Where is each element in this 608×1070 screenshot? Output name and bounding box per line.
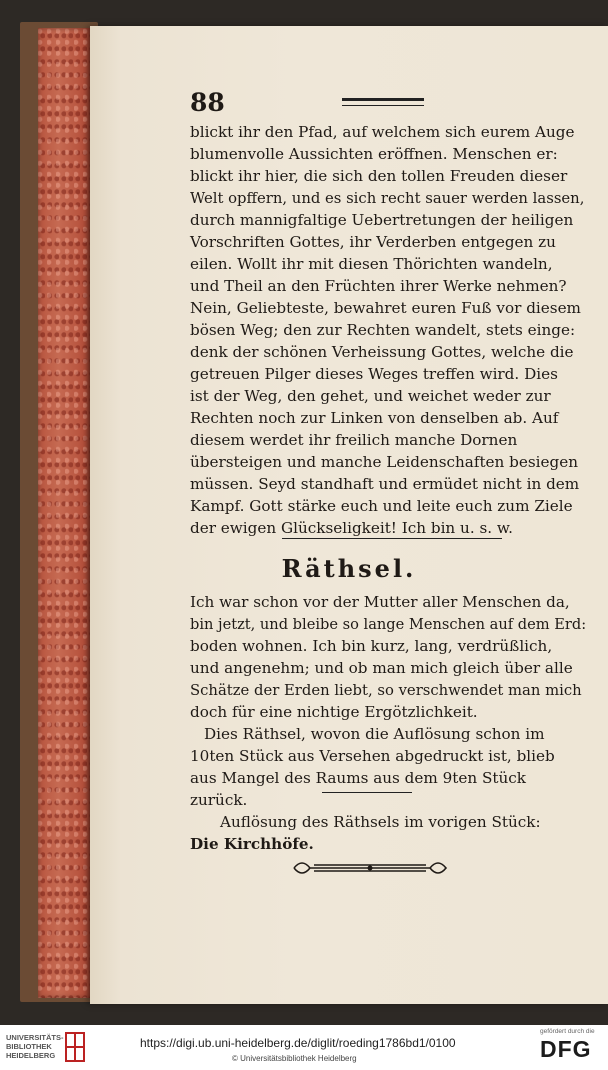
text-line: bösen Weg; den zur Rechten wandelt, stets einge:: [190, 321, 576, 339]
text-line: Rechten noch zur Linken von denselben ab. Auf: [190, 409, 559, 427]
library-logo[interactable]: [6, 1033, 64, 1060]
section-heading: Räthsel.: [281, 554, 417, 583]
text-line: ist der Weg, den gehet, und weichet weder zur: [190, 387, 551, 405]
logo-line: HEIDELBERG: [6, 1051, 56, 1060]
text-line: Nein, Geliebteste, bewahret euren Fuß vor diesem: [190, 299, 581, 317]
section-rule: [282, 538, 502, 539]
logo-line: BIBLIOTHEK: [6, 1042, 52, 1051]
text-line: doch für eine nichtige Ergötzlichkeit.: [190, 703, 478, 721]
solution-line: Auflösung des Räthsels im vorigen Stück:: [220, 813, 541, 831]
text-line: bin jetzt, und bleibe so lange Menschen auf dem Erd:: [190, 616, 587, 633]
text-line: 10ten Stück aus Versehen abgedruckt ist, blieb: [190, 747, 555, 765]
text-line: denk der schönen Verheissung Gottes, welche die: [190, 343, 574, 361]
text-line: durch mannigfaltige Uebertretungen der heiligen: [190, 211, 574, 229]
text-line: blickt ihr den Pfad, auf welchem sich eurem Auge: [190, 123, 575, 141]
text-line: blickt ihr hier, die sich den tollen Freuden dieser: [190, 167, 568, 185]
viewer-footer: [0, 1025, 608, 1070]
small-rule: [322, 792, 412, 793]
ornament-flourish-icon: [290, 856, 450, 880]
book-page: [90, 26, 608, 1004]
text-line: übersteigen und manche Leidenschaften besiegen: [190, 453, 578, 471]
marbled-endpaper: [38, 28, 90, 998]
text-line: eilen. Wollt ihr mit diesen Thörichten wandeln,: [190, 255, 553, 273]
text-line: getreuen Pilger dieses Weges treffen wird. Dies: [190, 365, 558, 383]
text-line: zurück.: [190, 791, 248, 809]
funding-note: gefördert durch die: [540, 1028, 595, 1035]
text-line: blumenvolle Aussichten eröffnen. Menschen er:: [190, 145, 558, 163]
text-line: Kampf. Gott stärke euch und leite euch zum Ziele: [190, 497, 573, 515]
text-line: und Theil an den Früchten ihrer Werke nehmen?: [190, 277, 567, 295]
dfg-logo[interactable]: DFG: [540, 1036, 592, 1062]
header-rule: [342, 98, 424, 106]
text-line: der ewigen Glückseligkeit! Ich bin u. s. w.: [190, 519, 513, 537]
text-line: Welt opffern, und es sich recht sauer werden lassen,: [190, 190, 585, 207]
text-line: und angenehm; und ob man mich gleich über alle: [190, 659, 573, 677]
text-line: Dies Räthsel, wovon die Auflösung schon im: [204, 725, 545, 743]
text-line: Vorschriften Gottes, ihr Verderben entgegen zu: [190, 233, 556, 251]
logo-line: UNIVERSITÄTS-: [6, 1033, 64, 1042]
text-line: müssen. Seyd standhaft und ermüdet nicht in dem: [190, 475, 580, 493]
text-line: Schätze der Erden liebt, so verschwendet man mich: [190, 682, 582, 699]
page-number: 88: [190, 88, 225, 117]
permalink-url[interactable]: https://digi.ub.uni-heidelberg.de/diglit/roeding1786bd1/0100: [140, 1036, 456, 1050]
text-line: boden wohnen. Ich bin kurz, lang, verdrüßlich,: [190, 637, 553, 655]
copyright-notice: © Universitätsbibliothek Heidelberg: [232, 1054, 357, 1063]
text-line: Ich war schon vor der Mutter aller Menschen da,: [190, 593, 570, 611]
library-seal-icon: [64, 1031, 86, 1063]
solution-answer: Die Kirchhöfe.: [190, 835, 314, 853]
text-line: diesem werdet ihr freilich manche Dornen: [190, 431, 518, 449]
text-line: aus Mangel des Raums aus dem 9ten Stück: [190, 769, 526, 787]
